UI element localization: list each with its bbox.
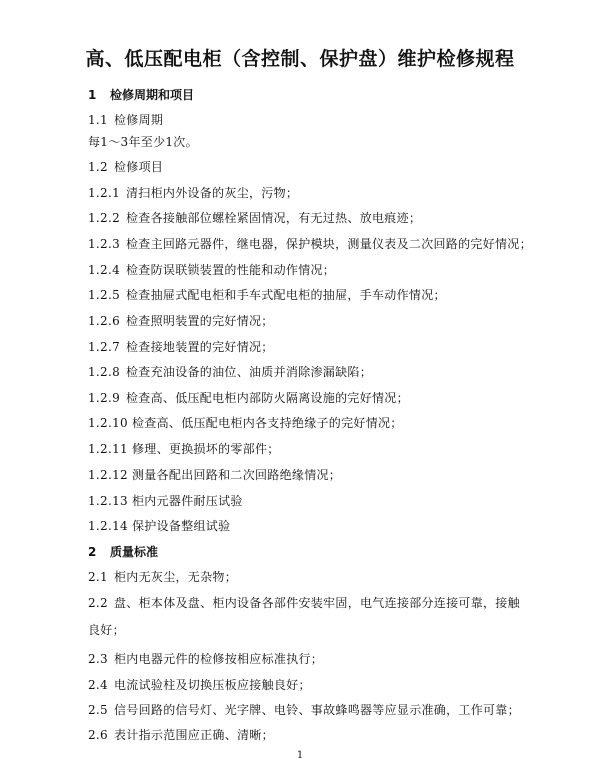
list-item <box>88 518 528 534</box>
list-item <box>88 262 528 278</box>
section-heading <box>88 544 528 560</box>
item-text: 检修周期 <box>114 113 164 127</box>
list-item <box>88 415 528 431</box>
item-text: 柜内元器件耐压试验 <box>132 494 243 508</box>
item-text: 检修周期和项目 <box>110 88 195 102</box>
item-number: 1.2.1 <box>88 186 121 200</box>
list-item <box>88 364 528 380</box>
item-text: 盘、柜本体及盘、柜内设备各部件安装牢固，电气连接部分连接可靠，接触良好； <box>88 596 520 637</box>
item-text: 检查充油设备的油位、油质并消除渗漏缺陷； <box>126 365 373 379</box>
item-number: 1.2.5 <box>88 288 121 302</box>
item-text: 信号回路的信号灯、光字牌、电铃、事故蜂鸣器等应显示准确，工作可靠； <box>114 703 520 717</box>
list-item <box>88 390 528 406</box>
item-text: 清扫柜内外设备的灰尘，污物； <box>126 186 299 200</box>
item-text: 检查照明装置的完好情况； <box>126 314 274 328</box>
item-text: 检修项目 <box>114 160 164 174</box>
item-number: 2.2 <box>88 596 108 610</box>
item-text: 质量标准 <box>110 545 159 559</box>
item-text: 柜内无灰尘，无杂物； <box>114 570 238 584</box>
item-text: 每1～3年至少1次。 <box>88 135 198 149</box>
list-item <box>88 467 528 483</box>
item-number: 2.5 <box>88 703 108 717</box>
item-text: 表计指示范围应正确、清晰； <box>114 728 274 742</box>
item-number: 1.2.12 <box>88 468 128 482</box>
list-item <box>88 313 528 329</box>
item-number: 1.2.6 <box>88 314 121 328</box>
item-text: 检查接地装置的完好情况； <box>126 340 274 354</box>
item-text: 修理、更换损坏的零部件； <box>132 442 280 456</box>
item-text: 柜内电器元件的检修按相应标准执行； <box>114 652 324 666</box>
item-number: 1.2.14 <box>88 519 128 533</box>
item-number: 1.1 <box>88 113 108 127</box>
list-item <box>88 287 528 303</box>
list-item <box>88 159 528 175</box>
item-text: 检查防误联锁装置的性能和动作情况； <box>126 263 336 277</box>
item-number: 1.2.3 <box>88 237 121 251</box>
item-text: 电流试验柱及切换压板应接触良好； <box>114 678 311 692</box>
item-text: 检查高、低压配电柜内部防火隔离设施的完好情况； <box>126 391 409 405</box>
list-item <box>88 590 528 644</box>
item-number: 2.4 <box>88 678 108 692</box>
item-number: 1.2.11 <box>88 442 128 456</box>
list-item <box>88 210 528 226</box>
item-number: 1.2.13 <box>88 494 128 508</box>
list-item <box>88 493 528 509</box>
list-item <box>88 569 528 585</box>
list-item <box>88 702 528 718</box>
item-number: 1.2.2 <box>88 211 121 225</box>
list-item <box>88 727 528 743</box>
item-number: 1.2.9 <box>88 391 121 405</box>
item-number: 2 <box>88 545 97 559</box>
section-heading <box>88 87 528 103</box>
item-number: 2.6 <box>88 728 108 742</box>
item-text: 检查各接触部位螺栓紧固情况，有无过热、放电痕迹； <box>126 211 422 225</box>
item-text: 检查高、低压配电柜内各支持绝缘子的完好情况； <box>132 416 403 430</box>
item-text: 检查主回路元器件，继电器，保护模块，测量仪表及二次回路的完好情况； <box>126 237 532 251</box>
item-number: 1.2 <box>88 160 108 174</box>
item-text: 测量各配出回路和二次回路绝缘情况； <box>132 468 342 482</box>
list-item <box>88 236 532 252</box>
item-number: 2.3 <box>88 652 108 666</box>
item-number: 1.2.4 <box>88 263 121 277</box>
document-title: 高、低压配电柜（含控制、保护盘）维护检修规程 <box>85 48 515 70</box>
list-item <box>88 339 528 355</box>
list-item <box>88 677 528 693</box>
list-item <box>88 112 528 128</box>
item-number: 1 <box>88 88 97 102</box>
item-text: 检查抽屉式配电柜和手车式配电柜的抽屉，手车动作情况； <box>126 288 446 302</box>
item-text: 保护设备整组试验 <box>132 519 231 533</box>
list-item <box>88 185 528 201</box>
item-number: 1.2.7 <box>88 340 121 354</box>
item-number: 2.1 <box>88 570 108 584</box>
item-number: 1.2.10 <box>88 416 128 430</box>
item-number: 1.2.8 <box>88 365 121 379</box>
page-number: 1 <box>296 750 304 761</box>
list-item <box>88 651 528 667</box>
list-item <box>88 134 528 150</box>
list-item <box>88 441 528 457</box>
